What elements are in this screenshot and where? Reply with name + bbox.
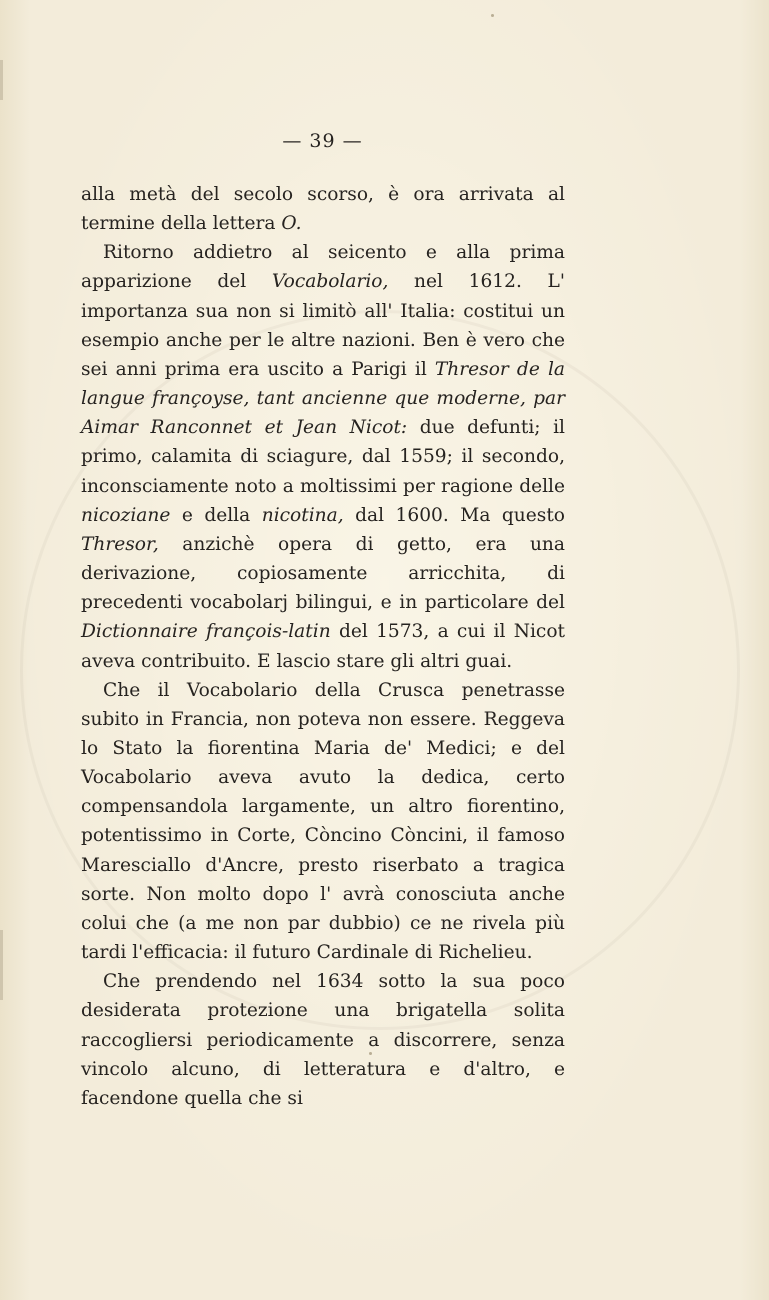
text-run: dal 1600. Ma questo <box>343 504 565 526</box>
text-run: e della <box>170 504 262 526</box>
paper-speck <box>491 14 494 17</box>
italic-text: nicoziane <box>81 504 171 526</box>
text-run: Ritorno addietro al seicento e alla prima apparizione del <box>81 242 565 293</box>
text-run: Che il Vocabolario della Crusca penetrasse subito in Francia, non poteva non essere. Reggeva lo Stato la fiorentina Maria de' Medici; e del Vocabolario aveva avuto la dedica, certo compensandola largamente, un altro fiorentino, potentissimo in Corte, Còncino Còncini, il famoso Maresciallo d'Ancre, presto riserbato a tragica sorte. Non molto dopo l' avrà conosciuta anche colui che (a me non par dubbio) ce ne rivela più tardi l'efficacia: il futuro Cardinale di Richelieu. <box>81 679 565 964</box>
paragraph-p2 <box>81 238 565 675</box>
italic-text: nicotina, <box>261 504 344 526</box>
paragraph-p3 <box>81 676 565 968</box>
text-run: Che prendendo nel 1634 sotto la sua poco desiderata protezione una brigatella solita raccogliersi periodicamente a discorrere, senza vincolo alcuno, di letteratura e d'altro, e facendone quella che si <box>81 971 565 1109</box>
text-run: anzichè opera di getto, era una derivazione, copiosamente arricchita, di precedenti vocabolarj bilingui, e in particolare del <box>81 533 565 614</box>
italic-text: Dictionnaire françois-latin <box>81 621 331 643</box>
page-number: — 39 — <box>282 130 363 152</box>
paragraph-p4 <box>81 967 565 1113</box>
text-run: alla metà del secolo scorso, è ora arrivata al termine della lettera <box>81 184 565 235</box>
italic-text: Thresor de la langue françoyse, tant ancienne que moderne, par Aimar Ranconnet et Jean Nicot: <box>81 358 565 439</box>
page-edge-shadow <box>0 930 3 1000</box>
italic-text: Thresor, <box>81 533 159 555</box>
paragraph-p1 <box>81 180 565 238</box>
text-run: due defunti; il primo, calamita di sciagure, dal 1559; il secondo, inconsciamente noto a moltissimi per ragione delle <box>81 417 565 497</box>
text-run: del 1573, a cui il Nicot aveva contribuito. E lascio stare gli altri guai. <box>81 621 565 672</box>
italic-text: O. <box>281 213 302 235</box>
body-text <box>81 180 565 1113</box>
page-edge-shadow <box>0 60 3 100</box>
italic-text: Vocabolario, <box>271 271 389 293</box>
text-run: nel 1612. L' importanza sua non si limitò all' Italia: costitui un esempio anche per le altre nazioni. Ben è vero che sei anni prima era uscito a Parigi il <box>81 271 565 380</box>
